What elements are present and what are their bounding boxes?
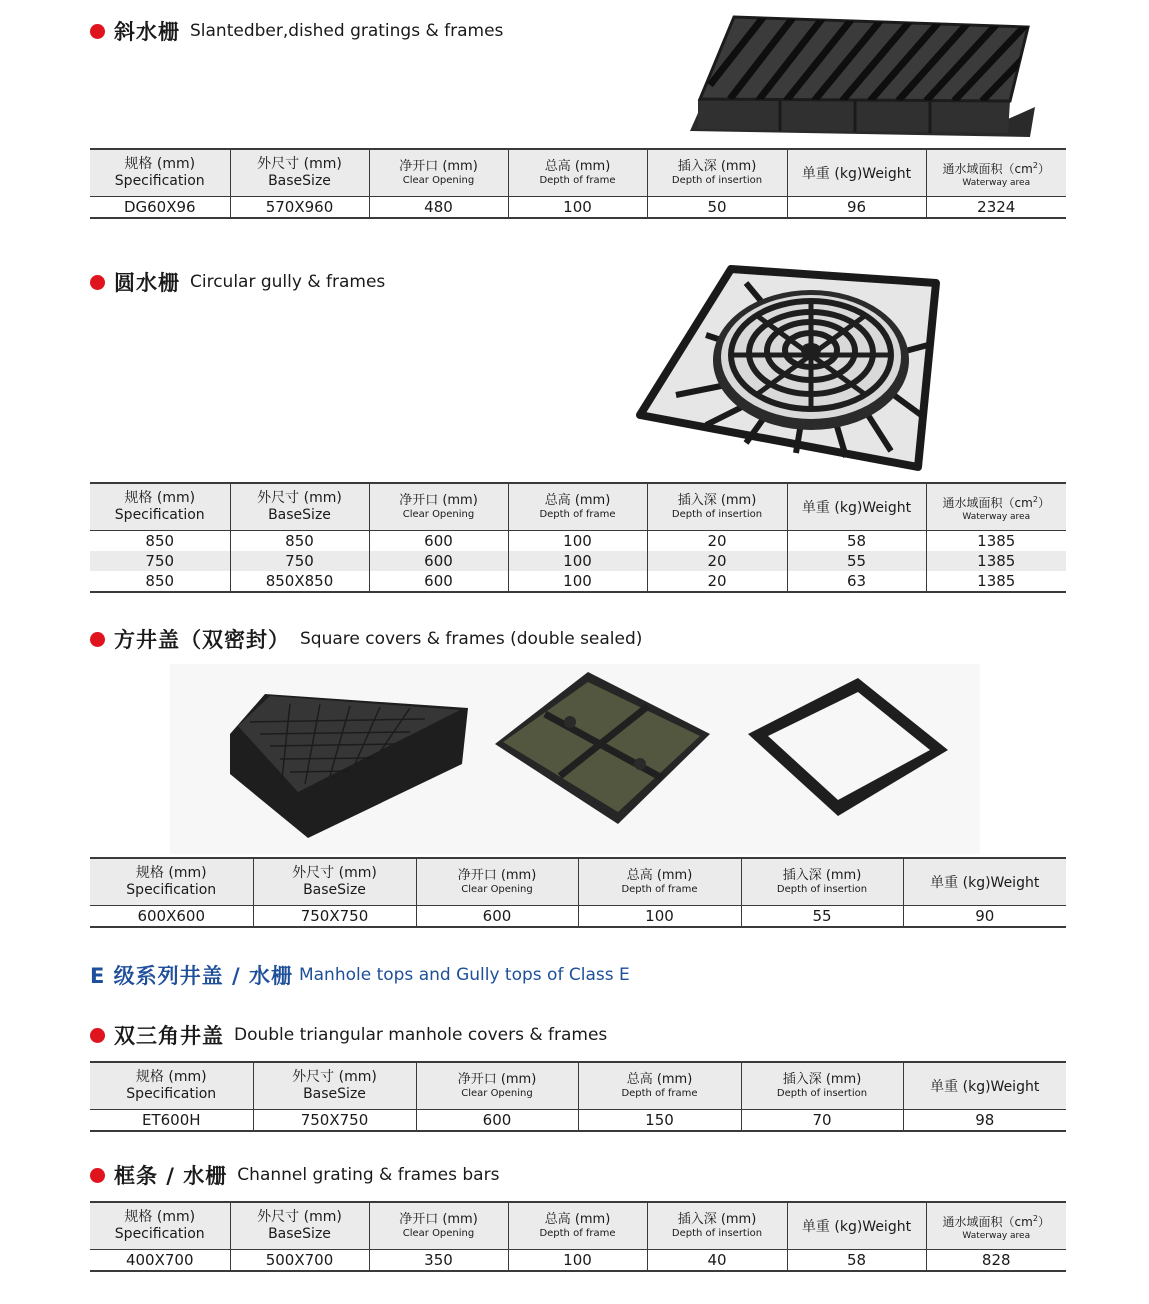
header-area (926, 149, 1066, 197)
table-cell: 20 (647, 531, 787, 552)
header-text: Depth of insertion (671, 175, 763, 186)
header-text: BaseSize (303, 1086, 366, 1102)
header-insert (741, 858, 903, 906)
heading-en: Circular gully & frames (190, 272, 386, 292)
heading-en: Square covers & frames (double sealed) (300, 629, 643, 649)
header-text: Depth of frame (539, 175, 616, 186)
table-cell: 600 (416, 906, 578, 928)
header-text: Specification (114, 507, 205, 523)
header-weight (787, 149, 926, 197)
table-cell: 70 (741, 1110, 903, 1132)
table-cell: 55 (787, 551, 926, 571)
table-cell: 150 (578, 1110, 741, 1132)
header-text: Specification (114, 173, 205, 189)
header-insert (647, 483, 787, 531)
table-row (90, 571, 1066, 592)
header-text: Specification (126, 1086, 217, 1102)
table-cell: 20 (647, 571, 787, 592)
header-spec (90, 1202, 230, 1250)
table-row (90, 551, 1066, 571)
table-cell: 500X700 (230, 1250, 369, 1272)
table-cell: 570X960 (230, 197, 369, 219)
header-text (927, 158, 1067, 177)
header-text: Waterway area (962, 1230, 1031, 1241)
header-text: Depth of insertion (776, 884, 868, 895)
header-text: Weight (990, 875, 1040, 891)
header-text: Clear Opening (402, 1228, 475, 1239)
table-row (90, 906, 1066, 928)
bullet-dot-icon (90, 24, 105, 39)
header-text: 规格 (mm) (135, 1069, 207, 1085)
spec-table-channel (90, 1201, 1066, 1272)
header-base (253, 858, 416, 906)
header-text: 规格 (mm) (124, 490, 196, 506)
table-cell: 850 (230, 531, 369, 552)
header-text: Clear Opening (402, 509, 475, 520)
table-cell: 50 (647, 197, 787, 219)
header-base (230, 1202, 369, 1250)
header-spec (90, 858, 253, 906)
table-cell: 480 (369, 197, 508, 219)
header-spec (90, 483, 230, 531)
header-text: Waterway area (962, 511, 1031, 522)
header-text: 规格 (mm) (124, 156, 196, 172)
heading-zh: 双三角井盖 (114, 1024, 224, 1048)
table-cell: 58 (787, 1250, 926, 1272)
heading-en: Manhole tops and Gully tops of Class E (298, 965, 630, 985)
header-text: 通水域面积（cm (942, 495, 1033, 510)
table-cell: 400X700 (90, 1250, 230, 1272)
table-cell: 40 (647, 1250, 787, 1272)
header-text: 外尺寸 (mm) (257, 490, 342, 506)
table-cell: 1385 (926, 571, 1066, 592)
header-text: Depth of insertion (671, 1228, 763, 1239)
table-row (90, 1110, 1066, 1132)
table-cell: 850X850 (230, 571, 369, 592)
bullet-dot-icon (90, 275, 105, 290)
table-cell: 850 (90, 571, 230, 592)
table-cell: 350 (369, 1250, 508, 1272)
header-area (926, 483, 1066, 531)
header-insert (647, 149, 787, 197)
heading-zh: 斜水栅 (114, 20, 180, 44)
header-clear (369, 1202, 508, 1250)
header-weight (787, 483, 926, 531)
heading-en: Slantedber,dished gratings & frames (190, 21, 504, 41)
circular-gully-photo (636, 265, 946, 475)
header-text: ） (1037, 1214, 1050, 1229)
section-heading-triangular (90, 1020, 607, 1050)
header-text: Clear Opening (461, 884, 533, 895)
header-base (253, 1062, 416, 1110)
header-text: 单重 (kg) (801, 500, 863, 516)
table-cell: 63 (787, 571, 926, 592)
header-base (230, 483, 369, 531)
header-text: Weight (862, 1219, 912, 1235)
header-text: BaseSize (268, 507, 331, 523)
heading-en: Channel grating & frames bars (237, 1165, 500, 1185)
header-text: 净开口 (mm) (399, 159, 478, 174)
heading-zh: 框条 / 水栅 (114, 1164, 228, 1188)
header-spec (90, 149, 230, 197)
header-text: 净开口 (mm) (399, 493, 478, 508)
header-text (927, 492, 1067, 511)
header-text: 单重 (kg) (930, 875, 991, 891)
spec-table-circular (90, 482, 1066, 593)
section-heading-slanted (90, 16, 503, 46)
table-cell: 96 (787, 197, 926, 219)
table-row (90, 531, 1066, 552)
header-text: Depth of insertion (671, 509, 763, 520)
header-text: 净开口 (mm) (457, 868, 537, 883)
table-cell: 600 (369, 531, 508, 552)
table-cell: 828 (926, 1250, 1066, 1272)
header-text: 插入深 (mm) (782, 1072, 862, 1087)
table-cell: 100 (508, 197, 647, 219)
header-text: Depth of frame (539, 509, 616, 520)
header-text: 总高 (mm) (544, 493, 611, 508)
header-text: 通水域面积（cm (942, 1214, 1033, 1229)
heading-zh: 圆水栅 (114, 271, 180, 295)
header-text: 规格 (mm) (135, 865, 207, 881)
section-heading-channel (90, 1160, 499, 1190)
header-text: ） (1037, 161, 1050, 176)
table-cell: 58 (787, 531, 926, 552)
table-cell: 90 (903, 906, 1066, 928)
header-text: 总高 (mm) (626, 868, 693, 883)
heading-zh: E 级系列井盖 / 水栅 (90, 964, 293, 988)
header-text: BaseSize (268, 173, 331, 189)
header-base (230, 149, 369, 197)
slanted-grating-photo (690, 15, 1040, 140)
header-clear (416, 858, 578, 906)
table-cell: 55 (741, 906, 903, 928)
section-heading-square (90, 624, 642, 654)
header-area (926, 1202, 1066, 1250)
header-text: 单重 (kg) (930, 1079, 991, 1095)
header-text (927, 1211, 1067, 1230)
header-depth (508, 1202, 647, 1250)
header-text: 净开口 (mm) (457, 1072, 537, 1087)
bullet-dot-icon (90, 1168, 105, 1183)
header-depth (578, 1062, 741, 1110)
header-text: Waterway area (962, 177, 1031, 188)
table-cell: 100 (508, 571, 647, 592)
header-depth (578, 858, 741, 906)
header-text: 2 (1032, 160, 1038, 170)
header-text: 插入深 (mm) (782, 868, 862, 883)
class-e-heading (90, 960, 630, 990)
spec-table-square (90, 857, 1066, 928)
header-text: 单重 (kg) (801, 1219, 863, 1235)
table-cell: 98 (903, 1110, 1066, 1132)
header-weight (787, 1202, 926, 1250)
table-cell: 750X750 (253, 906, 416, 928)
header-text: 插入深 (mm) (677, 1212, 757, 1227)
header-text: Weight (862, 166, 912, 182)
table-cell: 750 (230, 551, 369, 571)
header-text: Depth of frame (621, 1088, 698, 1099)
header-insert (647, 1202, 787, 1250)
header-text: Specification (114, 1226, 205, 1242)
header-text: 通水域面积（cm (942, 161, 1033, 176)
header-text: Depth of insertion (776, 1088, 868, 1099)
square-covers-photo (170, 664, 980, 854)
table-cell: 600 (369, 571, 508, 592)
table-cell: 750X750 (253, 1110, 416, 1132)
header-text: ） (1037, 495, 1050, 510)
header-weight (903, 1062, 1066, 1110)
section-heading-circular (90, 267, 385, 297)
table-cell: 2324 (926, 197, 1066, 219)
heading-en: Double triangular manhole covers & frames (234, 1025, 608, 1045)
header-text: 净开口 (mm) (399, 1212, 478, 1227)
header-text: 总高 (mm) (626, 1072, 693, 1087)
header-text: 规格 (mm) (124, 1209, 196, 1225)
table-cell: 750 (90, 551, 230, 571)
table-cell: 100 (508, 531, 647, 552)
header-text: 外尺寸 (mm) (257, 1209, 342, 1225)
table-cell: 600X600 (90, 906, 253, 928)
header-text: 单重 (kg) (801, 166, 863, 182)
table-cell: DG60X96 (90, 197, 230, 219)
header-text: 2 (1032, 494, 1038, 504)
bullet-dot-icon (90, 1028, 105, 1043)
heading-zh: 方井盖（双密封） (114, 628, 290, 652)
header-insert (741, 1062, 903, 1110)
header-text: 外尺寸 (mm) (292, 1069, 377, 1085)
header-text: 2 (1032, 1213, 1038, 1223)
table-cell: ET600H (90, 1110, 253, 1132)
header-text: 外尺寸 (mm) (257, 156, 342, 172)
header-text: Depth of frame (539, 1228, 616, 1239)
header-weight (903, 858, 1066, 906)
table-cell: 100 (508, 1250, 647, 1272)
header-clear (416, 1062, 578, 1110)
bullet-dot-icon (90, 632, 105, 647)
table-cell: 850 (145, 532, 175, 550)
header-text: 外尺寸 (mm) (292, 865, 377, 881)
header-text: 总高 (mm) (544, 1212, 611, 1227)
header-depth (508, 483, 647, 531)
header-text: BaseSize (268, 1226, 331, 1242)
header-spec (90, 1062, 253, 1110)
header-text: Depth of frame (621, 884, 698, 895)
table-row (90, 1250, 1066, 1272)
table-cell: 100 (578, 906, 741, 928)
header-text: Specification (126, 882, 217, 898)
table-cell: 1385 (926, 551, 1066, 571)
table-cell: 600 (416, 1110, 578, 1132)
table-cell: 600 (369, 551, 508, 571)
header-text: Weight (862, 500, 912, 516)
spec-table-slanted (90, 148, 1066, 219)
header-text: 总高 (mm) (544, 159, 611, 174)
header-clear (369, 483, 508, 531)
header-text: 插入深 (mm) (677, 493, 757, 508)
table-cell: 1385 (926, 531, 1066, 552)
header-text: Clear Opening (461, 1088, 533, 1099)
header-text: 插入深 (mm) (677, 159, 757, 174)
header-clear (369, 149, 508, 197)
header-text: BaseSize (303, 882, 366, 898)
table-cell: 20 (647, 551, 787, 571)
header-depth (508, 149, 647, 197)
header-text: Weight (990, 1079, 1040, 1095)
spec-table-triangular (90, 1061, 1066, 1132)
header-text: Clear Opening (402, 175, 475, 186)
table-row (90, 197, 1066, 219)
table-cell: 100 (508, 551, 647, 571)
